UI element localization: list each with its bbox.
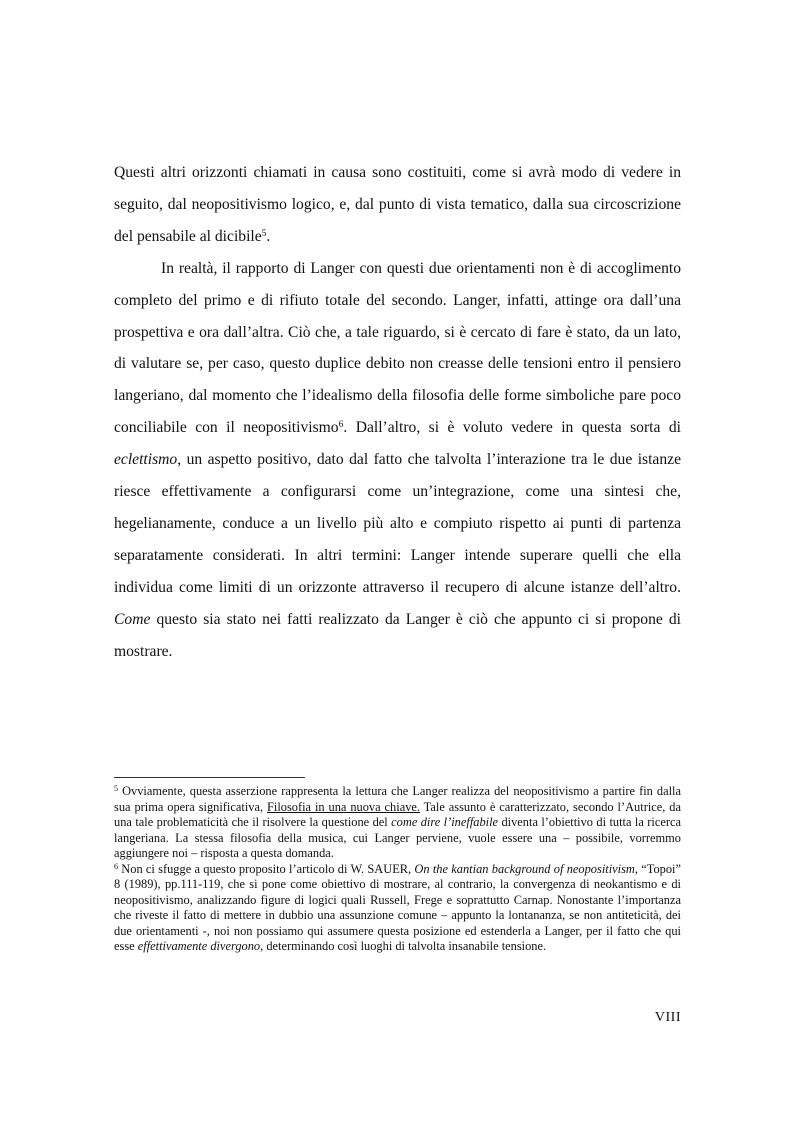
paragraph-2-part-b: . Dall’altro, si è voluto vedere in questa sorta di — [343, 419, 681, 437]
main-text — [114, 157, 681, 668]
paragraph-2-part-d: questo sia stato nei fatti realizzato da Langer è ciò che appunto ci si propone di mostrare. — [114, 610, 681, 660]
footnote-5-emphasis: come dire l’ineffabile — [391, 815, 499, 829]
footnote-5-part-a: Ovviamente, questa asserzione rappresenta la lettura che Langer realizza del neopositivismo a partire fin dalla sua prima opera significativa, — [114, 784, 681, 814]
footnote-6-number: 6 — [114, 861, 118, 871]
paragraph-1 — [114, 157, 681, 253]
footnote-ref-6[interactable]: 6 — [338, 420, 344, 431]
footnote-5 — [114, 784, 681, 862]
article-title: On the kantian background of neopositivism — [414, 861, 635, 876]
paragraph-1-end: . — [266, 227, 271, 245]
eclettismo-emphasis: eclettismo — [114, 451, 178, 469]
paragraph-2-part-a: In realtà, il rapporto di Langer con questi due orientamenti non è di accoglimento completo del primo e di rifiuto totale del secondo. Langer, infatti, attinge ora dall’una prospettiva e ora dall’altra. Ciò che, a tale riguardo, si è cercato di fare è stato, da un lato, di valutare se, per caso, questo duplice debito non creasse delle tensioni entro il pensiero langeriano, dal momento che l’idealismo della filosofia delle forme simboliche pare poco conciliabile con il neopositivismo — [114, 259, 681, 437]
footnote-6-part-a: Non ci sfugge a questo proposito l’articolo di W. SAUER, — [118, 861, 415, 876]
footnote-separator — [114, 777, 305, 778]
footnotes — [114, 784, 681, 955]
come-emphasis: Come — [114, 610, 151, 628]
footnote-5-part-b: Tale assunto è caratterizzato, secondo l’Autrice, da una tale problematicità che il risolvere la questione del — [114, 799, 681, 829]
footnote-6-part-c: , determinando così luoghi di talvolta insanabile tensione. — [260, 939, 547, 953]
footnote-6-part-b: , “Topoi” 8 (1989), pp.111-119, che si pone come obiettivo di mostrare, al contrario, la convergenza di neokantismo e di neopositivismo, analizzando figure di logici quali Russell, Frege e soprattutto Carnap. Nonostante l’importanza che riveste il fatto di mettere in dubbio una assunzione comune – appunto la lontananza, se non antiteticità, dei due orientamenti -, noi non possiamo qui assumere questa posizione ed estenderla a Langer, per il fatto che qui esse — [114, 861, 681, 953]
footnote-6-emphasis: effettivamente divergono — [137, 939, 261, 953]
footnote-5-part-c: diventa l’obiettivo di tutta la ricerca langeriana. La stessa filosofia della musica, cui Langer perviene, vuole essere una – possibile, vorremmo aggiungere noi – risposta a questa domanda. — [114, 815, 681, 860]
paragraph-1-text: Questi altri orizzonti chiamati in causa sono costituiti, come si avrà modo di vedere in seguito, dal neopositivismo logico, e, dal punto di vista tematico, dalla sua circoscrizione del pensabile al dicibile — [114, 164, 681, 245]
book-title-link[interactable]: Filosofia in una nuova chiave. — [266, 799, 420, 814]
page-number: VIII — [654, 1010, 681, 1025]
paragraph-2 — [114, 253, 681, 668]
footnote-5-number: 5 — [114, 784, 118, 793]
footnote-ref-5[interactable]: 5 — [261, 228, 267, 239]
footnote-6 — [114, 862, 681, 955]
paragraph-2-part-c: , un aspetto positivo, dato dal fatto che talvolta l’interazione tra le due istanze riesce effettivamente a configurarsi come un’integrazione, come una sintesi che, hegelianamente, conduce a un livello più alto e compiuto rispetto ai punti di partenza separatamente considerati. In altri termini: Langer intende superare quelli che ella individua come limiti di un orizzonte attraverso il recupero di alcune istanze dell’altro. — [114, 451, 681, 596]
